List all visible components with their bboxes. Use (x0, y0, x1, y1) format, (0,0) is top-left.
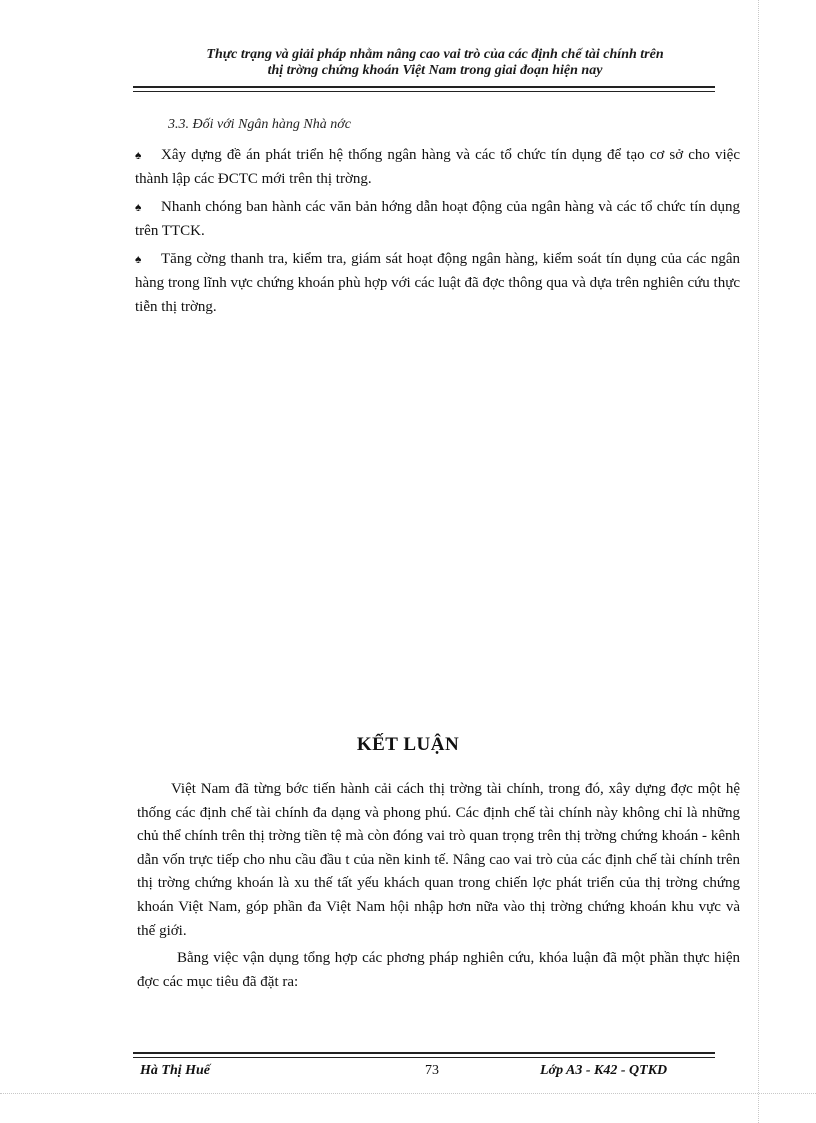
conclusion-paragraph: Việt Nam đã từng bớc tiến hành cải cách thị trờng tài chính, trong đó, xây dựng đợc một hệ thống các định chế tài chính đa dạng và phong phú. Các định chế tài chính này không chỉ là những chủ thể chính trên thị trờng tiền tệ mà còn đóng vai trò quan trọng trên thị trờng chứng khoán - kênh dẫn vốn trực tiếp cho nhu cầu đầu t của nền kinh tế. Nâng cao vai trò của các định chế tài chính trên thị trờng chứng khoán là xu thế tất yếu khách quan trong chiến lợc phát triển của thị trờng chứng khoán Việt Nam, góp phần đa Việt Nam hội nhập hơn nữa vào thị trờng chứng khoán khu vực và thế giới. (137, 781, 740, 939)
bullet-text: Tăng cờng thanh tra, kiểm tra, giám sát hoạt động ngân hàng, kiểm soát tín dụng của các ngân hàng trong lĩnh vực chứng khoán phù hợp với các luật đã đợc thông qua và dựa trên nghiên cứu thực tiễn thị trờng. (135, 251, 740, 315)
page-number: 73 (425, 1063, 439, 1078)
header-title-line-1: Thực trạng và giải pháp nhằm nâng cao vai trò của các định chế tài chính trên (206, 47, 664, 62)
footer-class-label: Lớp A3 - K42 - QTKD (540, 1063, 668, 1078)
conclusion-title: KẾT LUẬN (356, 734, 460, 755)
margin-guide-vertical (758, 0, 759, 1123)
footer-author: Hà Thị Huế (140, 1063, 211, 1078)
header-divider (133, 86, 715, 92)
footer-divider (133, 1052, 715, 1058)
bullet-text: Nhanh chóng ban hành các văn bản hớng dẫn hoạt động của ngân hàng và các tổ chức tín dụng trên TTCK. (135, 199, 740, 239)
conclusion-paragraph: Bằng việc vận dụng tổng hợp các phơng pháp nghiên cứu, khóa luận đã một phần thực hiện đợc các mục tiêu đã đặt ra: (137, 950, 740, 990)
spade-icon: ♠ (135, 148, 142, 162)
section-heading: 3.3. Đối với Ngân hàng Nhà nớc (168, 117, 351, 132)
bullet-item (135, 195, 740, 243)
margin-guide-horizontal (0, 1093, 816, 1094)
bullet-text: Xây dựng đề án phát triển hệ thống ngân hàng và các tổ chức tín dụng để tạo cơ sở cho việc thành lập các ĐCTC mới trên thị trờng. (135, 147, 740, 187)
conclusion-body (137, 778, 740, 996)
spade-icon: ♠ (135, 200, 142, 214)
header-title-line-2: thị trờng chứng khoán Việt Nam trong giai đoạn hiện nay (267, 63, 603, 78)
bullet-item (135, 247, 740, 319)
page-header (130, 47, 740, 79)
bullet-list (135, 143, 740, 323)
spade-icon: ♠ (135, 252, 142, 266)
bullet-item (135, 143, 740, 191)
